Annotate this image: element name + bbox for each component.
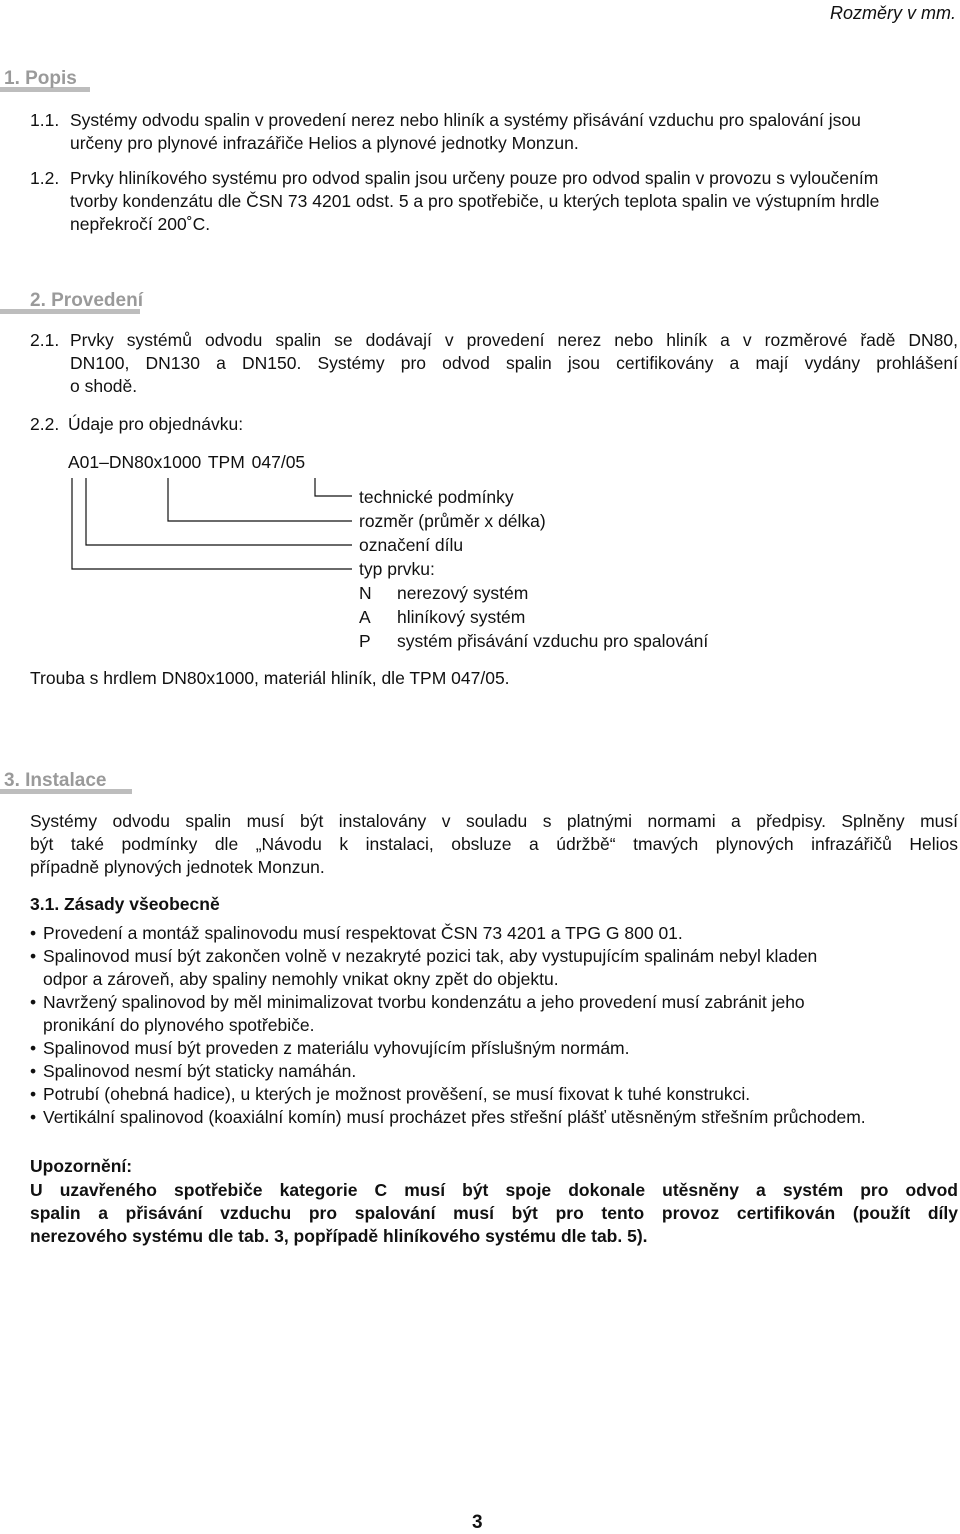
text-line: být také podmínky dle „Návodu k instalaci, obsluze a údržbě“ tmavých plynových infrazářičů Helios	[30, 834, 958, 854]
page-number: 3	[472, 1512, 483, 1533]
legend-typ-prvku: typ prvku:	[359, 559, 435, 579]
list-item: • Navržený spalinovod by měl minimalizovat tvorbu kondenzátu a jeho provedení musí zabránit jeho pronikání do plynového spotřebiče.	[30, 991, 958, 1037]
legend-technicke-podminky: technické podmínky	[359, 487, 514, 507]
order-example: Trouba s hrdlem DN80x1000, materiál hliník, dle TPM 047/05.	[30, 668, 510, 688]
text-line: spalin a přisávání vzduchu pro spalování musí být pro tento provoz certifikován (použít díly	[30, 1203, 958, 1223]
order-info-label: Údaje pro objednávku:	[68, 414, 244, 434]
leader-rozmer	[168, 478, 352, 521]
list-item: • Vertikální spalinovod (koaxiální komín) musí procházet přes střešní plášť utěsněným střešním průchodem.	[30, 1106, 958, 1129]
type-nerezovy: nerezový systém	[397, 583, 529, 603]
paragraph-number: 1.2.	[30, 168, 60, 188]
list-item: • Potrubí (ohebná hadice), u kterých je možnost prověšení, se musí fixovat k tuhé konstrukci.	[30, 1083, 958, 1106]
legend-rozmer: rozměr (průměr x délka)	[359, 511, 546, 531]
type-hlinikovy: hliníkový systém	[397, 607, 526, 627]
order-code: A01–DN80x1000 TPM 047/05	[68, 452, 306, 472]
text-line: případně plynových jednotek Monzun.	[30, 857, 325, 877]
section-heading-popis: 1. Popis	[0, 68, 77, 90]
text-line: Prvky hliníkového systému pro odvod spalin jsou určeny pouze pro odvod spalin v provozu s vyloučením	[70, 168, 879, 188]
text-line: nepřekročí 200˚C.	[70, 214, 211, 234]
type-letter-a: A	[359, 607, 371, 627]
text-line: U uzavřeného spotřebiče kategorie C musí být spoje dokonale utěsněny a systém pro odvod	[30, 1180, 958, 1200]
warning-text	[30, 1179, 958, 1248]
warning-title: Upozornění:	[30, 1156, 133, 1176]
section-heading-provedeni: 2. Provedení	[0, 290, 143, 312]
text-line: o shodě.	[70, 376, 138, 396]
principles-list	[30, 922, 958, 1129]
leader-typ-prvku	[72, 478, 352, 569]
list-item: • Spalinovod nesmí být staticky namáhán.	[30, 1060, 958, 1083]
legend-oznaceni-dilu: označení dílu	[359, 535, 464, 555]
list-item: • Spalinovod musí být zakončen volně v nezakryté pozici tak, aby vystupujícím spalinám nebyl kladen odpor a zároveň, aby spaliny nemohly vnikat okny zpět do objektu.	[30, 945, 958, 991]
type-letter-n: N	[359, 583, 372, 603]
text-line: tvorby kondenzátu dle ČSN 73 4201 odst. 5 a pro spotřebiče, u kterých teplota spalin ve výstupním hrdle	[70, 191, 880, 211]
text-line: Prvky systémů odvodu spalin se dodávají v provedení nerez nebo hliník a v rozměrové řadě DN80,	[70, 330, 958, 350]
text-line: DN100, DN130 a DN150. Systémy pro odvod spalin jsou certifikovány a mají vydány prohlášení	[70, 353, 958, 373]
sub-heading-zasady: 3.1. Zásady všeobecně	[30, 894, 220, 914]
text-line: nerezového systému dle tab. 3, popřípadě hliníkového systému dle tab. 5).	[30, 1226, 648, 1246]
leader-technicke-podminky	[315, 478, 352, 496]
leader-oznaceni-dilu	[86, 478, 352, 545]
type-prisavani: systém přisávání vzduchu pro spalování	[397, 631, 709, 651]
type-letter-p: P	[359, 631, 371, 651]
text-line: Systémy odvodu spalin musí být instalovány v souladu s platnými normami a předpisy. Splněny musí	[30, 811, 958, 831]
list-item: • Spalinovod musí být proveden z materiálu vyhovujícím příslušným normám.	[30, 1037, 958, 1060]
section-heading-instalace: 3. Instalace	[0, 770, 106, 792]
text-line: určeny pro plynové infrazářiče Helios a plynové jednotky Monzun.	[70, 133, 579, 153]
paragraph-number: 2.2.	[30, 414, 60, 434]
installation-intro	[30, 810, 958, 879]
list-item: • Provedení a montáž spalinovodu musí respektovat ČSN 73 4201 a TPG G 800 01.	[30, 922, 958, 945]
paragraph-number: 1.1.	[30, 110, 60, 130]
dimensions-note: Rozměry v mm.	[830, 3, 956, 23]
paragraph-number: 2.1.	[30, 330, 60, 350]
text-line: Systémy odvodu spalin v provedení nerez nebo hliník a systémy přisávání vzduchu pro spalování jsou	[70, 110, 861, 130]
